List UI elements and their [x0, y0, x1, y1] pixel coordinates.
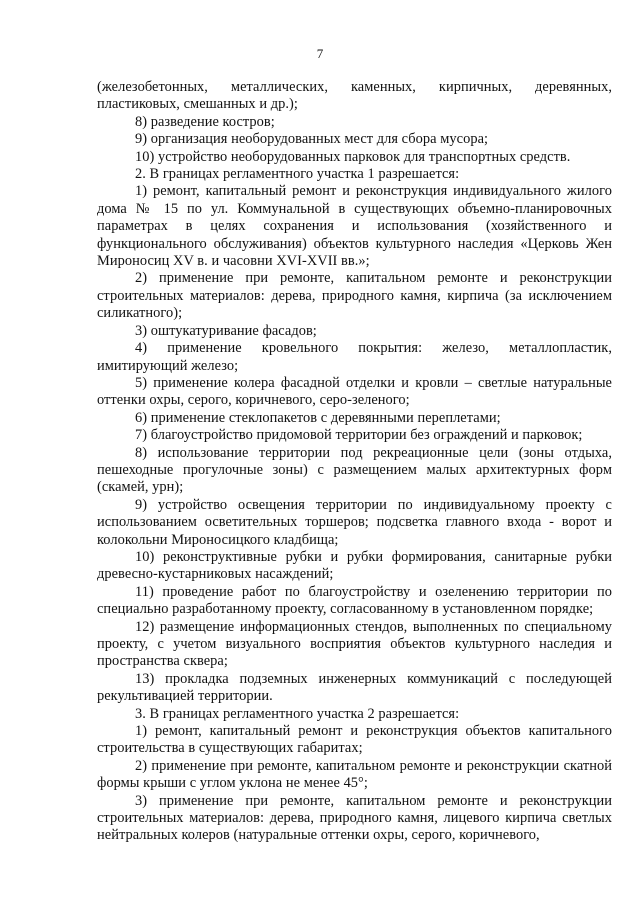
paragraph-area-1-item-4: 4) применение кровельного покрытия: железо, металлопластик, имитирующий железо;: [97, 340, 612, 374]
paragraph-area-1-item-8: 8) использование территории под рекреационные цели (зоны отдыха, пешеходные прогулочные зоны) с размещением малых архитектурных форм (скамей, урн);: [97, 444, 612, 496]
paragraph-area-1-item-11: 11) проведение работ по благоустройству и озеленению территории по специально разработанному проекту, согласованному в установленном порядке;: [97, 583, 612, 618]
paragraph-area-1-item-10: 10) реконструктивные рубки и рубки формирования, санитарные рубки древесно-кустарниковых насаждений;: [97, 548, 612, 583]
paragraph-area-1-item-6: 6) применение стеклопакетов с деревянными переплетами;: [135, 409, 501, 426]
section-heading-area-2: 3. В границах регламентного участка 2 разрешается:: [135, 705, 460, 722]
paragraph-area-1-item-9: 9) устройство освещения территории по индивидуальному проекту с использованием осветительных торшеров; подсветка главного входа - ворот и колокольни Мироносицкого кладбища;: [97, 496, 612, 548]
paragraph-area-1-item-13: 13) прокладка подземных инженерных коммуникаций с последующей рекультивацией территории.: [97, 670, 612, 705]
paragraph-area-2-item-1: 1) ремонт, капитальный ремонт и реконструкция объектов капитального строительства в существующих габаритах;: [97, 723, 612, 757]
paragraph-area-2-item-3: 3) применение при ремонте, капитальном ремонте и реконструкции строительных материалов: дерева, природного камня, лицевого кирпича светлых нейтральных колеров (натуральные оттенки охры, серого, коричневого,: [97, 792, 612, 844]
paragraph-area-1-item-7: 7) благоустройство придомовой территории без ограждений и парковок;: [135, 427, 583, 444]
paragraph-area-1-item-3: 3) оштукатуривание фасадов;: [135, 322, 317, 339]
paragraph-prohibited-item-9: 9) организация необорудованных мест для сбора мусора;: [135, 131, 489, 148]
paragraph-area-1-item-2: 2) применение при ремонте, капитальном ремонте и реконструкции строительных материалов: дерева, природного камня, кирпича (за исключением силикатного);: [97, 270, 612, 322]
page-number: 7: [316, 46, 324, 61]
paragraph-area-1-item-1: 1) ремонт, капитальный ремонт и реконструкция индивидуального жилого дома № 15 по ул. Коммунальной в существующих объемно-планировочных параметрах в целях сохранения и использования (хозяйственного и функционального обслуживания) объектов культурного наследия «Церковь Жен Мироносиц XV в. и часовни XVI-XVII вв.»;: [97, 183, 612, 270]
document-text-body: [97, 79, 612, 845]
paragraph-area-2-item-2: 2) применение при ремонте, капитальном ремонте и реконструкции скатной формы крыши с углом уклона не менее 45°;: [97, 757, 612, 792]
section-heading-area-1: 2. В границах регламентного участка 1 разрешается:: [135, 166, 460, 183]
paragraph-prohibited-item-8: 8) разведение костров;: [135, 113, 275, 130]
paragraph-area-1-item-12: 12) размещение информационных стендов, выполненных по специальному проекту, с учетом визуального восприятия объектов культурного наследия и пространства сквера;: [97, 618, 612, 670]
paragraph-prohibited-item-10: 10) устройство необорудованных парковок для транспортных средств.: [135, 148, 571, 165]
paragraph-continuation: (железобетонных, металлических, каменных, кирпичных, деревянных, пластиковых, смешанных и др.);: [97, 79, 612, 113]
paragraph-area-1-item-5: 5) применение колера фасадной отделки и кровли – светлые натуральные оттенки охры, серого, коричневого, серо-зеленого;: [97, 374, 612, 409]
